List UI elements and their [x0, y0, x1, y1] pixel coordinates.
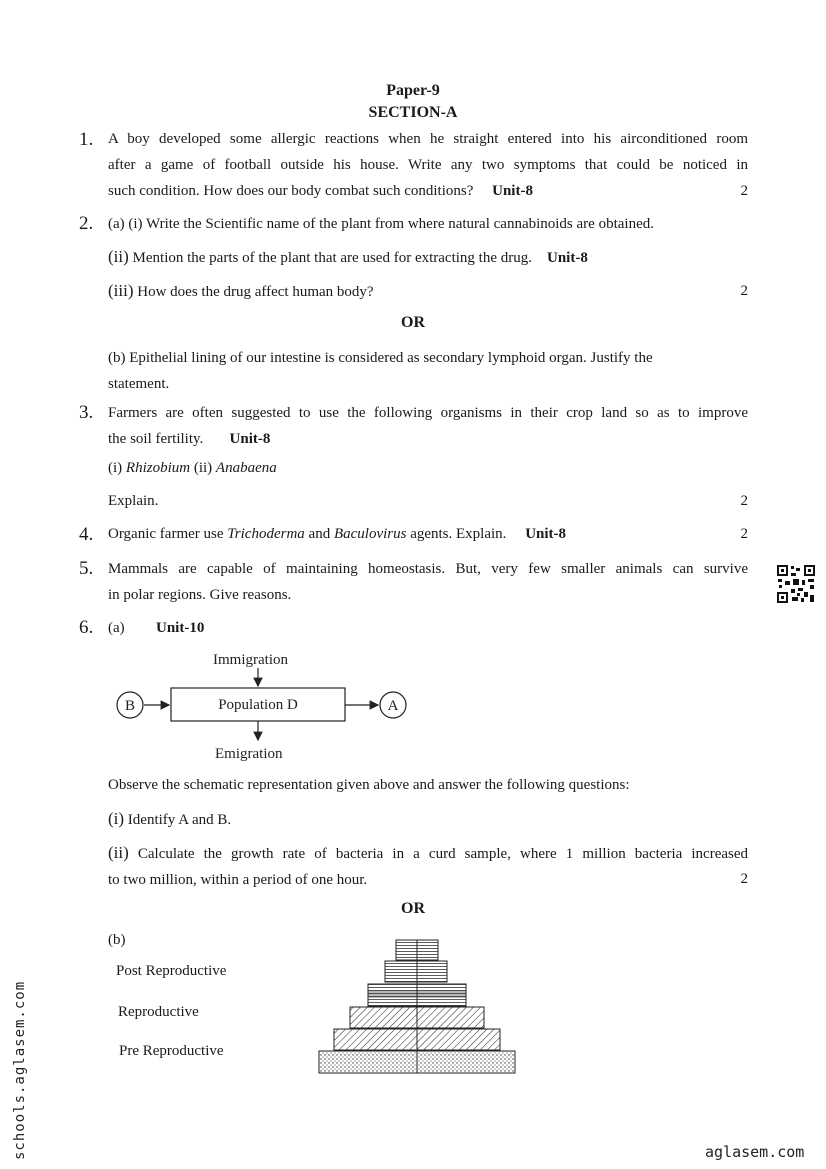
text-line: in polar regions. Give reasons. [108, 587, 292, 603]
side-watermark: schools.aglasem.com [12, 980, 28, 1160]
organism-name: Trichoderma [227, 526, 305, 542]
roman-numeral: (ii) [108, 247, 129, 266]
text-line: Mention the parts of the plant that are used for extracting the drug. [132, 250, 532, 266]
text-line: after a game of football outside his house. Write any two symptoms that could be noticed in [108, 157, 748, 173]
marks: 2 [740, 283, 748, 299]
text-line: to two million, within a period of one hour. [108, 872, 368, 888]
population-label: Population D [218, 697, 298, 713]
immigration-label: Immigration [213, 652, 288, 668]
section-title: SECTION-A [368, 104, 458, 121]
pyramid-label-post: Post Reproductive [116, 963, 227, 979]
question-5-text [108, 556, 748, 608]
question-6b-label: (b) [108, 932, 126, 948]
question-6a-i [108, 809, 231, 829]
marks: 2 [740, 871, 748, 887]
text-span: and [308, 526, 331, 542]
paper-title: Paper-9 [386, 82, 440, 99]
question-number: 5. [79, 558, 94, 579]
text-line: Farmers are often suggested to use the following organisms in their crop land so as to improve [108, 405, 748, 421]
organism-name: Anabaena [215, 460, 277, 476]
marks: 2 [740, 183, 748, 199]
text-line: A boy developed some allergic reactions when he straight entered into his airconditioned room [108, 131, 748, 147]
question-3-explain: Explain. [108, 493, 159, 509]
unit-label: Unit-8 [525, 526, 567, 542]
text-line: (b) Epithelial lining of our intestine is considered as secondary lymphoid organ. Justify the [108, 350, 653, 366]
option-label: (ii) [193, 460, 213, 476]
question-2a-iii [108, 281, 374, 301]
or-divider: OR [401, 900, 425, 917]
text-span: Organic farmer use [108, 526, 224, 542]
text-line: Mammals are capable of maintaining homeostasis. But, very few smaller animals can survive [108, 561, 748, 577]
question-6a-ii [108, 840, 748, 893]
age-pyramid-diagram [316, 938, 520, 1076]
option-label: (i) [108, 460, 123, 476]
text-line: the soil fertility. [108, 431, 204, 447]
question-number: 2. [79, 213, 94, 234]
question-number: 4. [79, 524, 94, 545]
unit-label: Unit-8 [229, 431, 271, 447]
question-2b [108, 345, 653, 397]
question-3-text [108, 400, 748, 452]
emigration-label: Emigration [215, 746, 283, 762]
question-6a-instruction: Observe the schematic representation given above and answer the following questions: [108, 777, 630, 793]
question-number: 3. [79, 402, 94, 423]
marks: 2 [740, 526, 748, 542]
text-line: Identify A and B. [127, 812, 232, 828]
question-4-text [108, 526, 566, 543]
question-6a-label: (a) [108, 620, 125, 636]
unit-label: Unit-8 [492, 183, 533, 199]
unit-label: Unit-10 [156, 620, 205, 636]
organism-name: Rhizobium [125, 460, 191, 476]
question-number: 1. [79, 129, 94, 150]
question-3-options [108, 460, 277, 477]
roman-numeral: (ii) [108, 843, 129, 862]
marks: 2 [740, 493, 748, 509]
or-divider: OR [401, 314, 425, 331]
question-2a-i: (a) (i) Write the Scientific name of the plant from where natural cannabinoids are obtained. [108, 216, 654, 232]
qr-code-icon [776, 564, 816, 604]
roman-numeral: (i) [108, 809, 125, 828]
organism-name: Baculovirus [333, 526, 407, 542]
pyramid-label-reproductive: Reproductive [118, 1004, 199, 1020]
text-line: such condition. How does our body combat such conditions? [108, 183, 474, 199]
node-a-label: A [387, 698, 399, 714]
text-span: agents. Explain. [410, 526, 507, 542]
question-2a-ii [108, 247, 588, 267]
text-line: statement. [108, 376, 170, 392]
pyramid-label-pre: Pre Reproductive [119, 1043, 224, 1059]
question-number: 6. [79, 617, 94, 638]
population-diagram [108, 648, 428, 763]
text-line: How does the drug affect human body? [137, 284, 374, 300]
roman-numeral: (iii) [108, 281, 134, 300]
unit-label: Unit-8 [547, 250, 588, 266]
pyramid-bar-post-2 [385, 961, 447, 982]
footer-watermark: aglasem.com [705, 1143, 805, 1161]
text-line: Calculate the growth rate of bacteria in a curd sample, where 1 million bacteria increased [137, 846, 749, 862]
node-b-label: B [124, 698, 136, 714]
question-1-text [108, 126, 748, 204]
